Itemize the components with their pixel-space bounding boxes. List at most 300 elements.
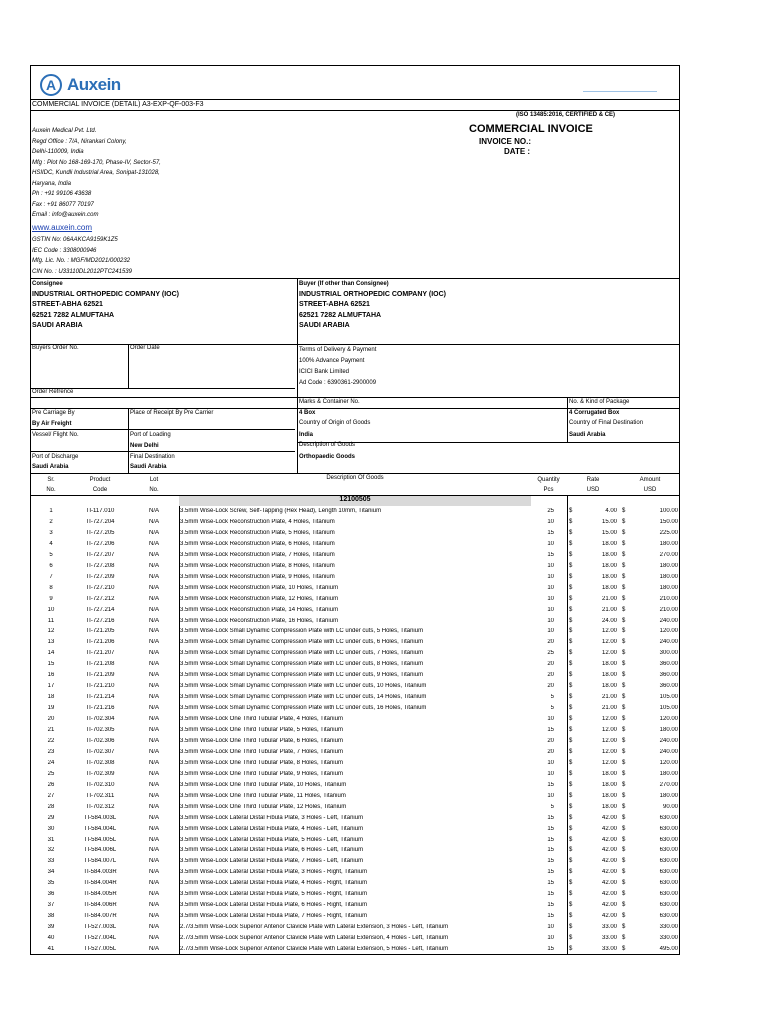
- row-lot: N/A: [148, 540, 159, 547]
- order-date-label: Order Date: [130, 345, 160, 351]
- row-lot: N/A: [148, 902, 159, 909]
- amount-currency-symbol: $: [622, 639, 626, 646]
- row-lot: N/A: [148, 529, 159, 536]
- row-lot: N/A: [148, 595, 159, 602]
- buyer-line: INDUSTRIAL ORTHOPEDIC COMPANY (IOC): [299, 290, 447, 298]
- rate-currency-symbol: $: [569, 737, 573, 744]
- row-rate: 42.00: [601, 825, 617, 832]
- rate-currency-symbol: $: [569, 858, 573, 865]
- row-product-code: TI-727.205: [85, 529, 115, 536]
- marks-label: Marks & Container No.: [299, 399, 360, 405]
- row-quantity: 15: [547, 836, 554, 843]
- row-rate: 18.00: [601, 540, 617, 547]
- row-quantity: 20: [547, 661, 554, 668]
- row-amount: 180.00: [659, 792, 678, 799]
- row-product-code: TI-584.007L: [83, 858, 117, 865]
- row-sr: 26: [47, 781, 55, 788]
- buyers-order-no-label: Buyers Order No.: [32, 345, 79, 351]
- seller-line: HSIIDC, Kundli Industrial Area, Sonipat-131028,: [32, 170, 160, 176]
- row-lot: N/A: [148, 672, 159, 679]
- table-row: [31, 770, 681, 781]
- row-sr: 12: [47, 628, 55, 635]
- row-amount: 240.00: [659, 639, 678, 646]
- seller-line: Delhi-110009, India: [32, 149, 84, 155]
- row-quantity: 15: [547, 727, 554, 733]
- row-lot: N/A: [148, 573, 159, 580]
- row-description: 3.5mm Wise-Lock Reconstruction Plate, 14 Holes, Titanium: [180, 606, 339, 613]
- row-sr: 21: [47, 727, 55, 733]
- row-lot: N/A: [148, 825, 159, 832]
- row-lot: N/A: [148, 847, 159, 854]
- row-product-code: TI-727.208: [85, 562, 115, 569]
- row-description: 3.5mm Wise-Lock Screw, Self-Tapping (Hex Head), Length 10mm, Titanium: [180, 508, 382, 514]
- row-quantity: 15: [547, 891, 554, 898]
- row-amount: 225.00: [659, 529, 678, 536]
- row-description: 3.5mm Wise-Lock One Third Tubular Plate, 10 Holes, Titanium: [180, 781, 347, 788]
- invoice-title: COMMERCIAL INVOICE: [469, 123, 593, 135]
- row-quantity: 15: [547, 551, 554, 558]
- row-rate: 18.00: [601, 584, 617, 591]
- table-row: [31, 912, 681, 923]
- row-rate: 12.00: [601, 759, 617, 766]
- consignee-line: 62521 7282 ALMUFTAHA: [32, 311, 115, 319]
- row-rate: 33.00: [601, 935, 617, 942]
- row-amount: 240.00: [659, 748, 678, 755]
- row-sr: 16: [47, 672, 55, 679]
- table-row: [31, 825, 681, 836]
- amount-currency-symbol: $: [622, 694, 626, 701]
- row-rate: 21.00: [601, 595, 617, 602]
- rate-currency-symbol: $: [569, 628, 573, 635]
- rate-currency-symbol: $: [569, 924, 573, 931]
- row-product-code: TI-727.210: [85, 584, 115, 591]
- amount-currency-symbol: $: [622, 518, 626, 525]
- row-quantity: 20: [547, 737, 554, 744]
- row-product-code: TI-727.216: [85, 617, 115, 624]
- rate-currency-symbol: $: [569, 770, 573, 777]
- table-row: [31, 551, 681, 562]
- row-description: 3.5mm Wise-Lock Small Dynamic Compression Plate with LC under cuts, 16 Holes, Titanium: [180, 705, 427, 712]
- row-description: 3.5mm Wise-Lock Reconstruction Plate, 12 Holes, Titanium: [180, 595, 339, 602]
- row-lot: N/A: [148, 803, 159, 810]
- row-description: 2.7/3.5mm Wise-Lock Superior Anterior Clavicle Plate with Lateral Extension, 5 Holes - Left, Titanium: [180, 946, 449, 952]
- row-quantity: 15: [547, 880, 554, 887]
- col-rate: Rate USD: [586, 477, 600, 493]
- rate-currency-symbol: $: [569, 946, 573, 952]
- table-row: [31, 792, 681, 803]
- row-quantity: 20: [547, 748, 554, 755]
- table-row: [31, 573, 681, 584]
- row-quantity: 25: [547, 650, 554, 657]
- row-rate: 18.00: [601, 551, 617, 558]
- row-description: 3.5mm Wise-Lock Reconstruction Plate, 8 Holes, Titanium: [180, 562, 335, 569]
- buyer-label: Buyer (If other than Consignee): [299, 281, 389, 287]
- rate-currency-symbol: $: [569, 825, 573, 832]
- terms-block: [299, 345, 376, 389]
- website-link[interactable]: www.auxein.com: [32, 223, 93, 232]
- buyer-block: [299, 279, 446, 332]
- row-amount: 330.00: [659, 935, 678, 942]
- row-description: 3.5mm Wise-Lock One Third Tubular Plate, 9 Holes, Titanium: [180, 770, 343, 777]
- row-lot: N/A: [148, 836, 159, 843]
- row-amount: 120.00: [659, 716, 678, 723]
- commercial-invoice-sheet: [30, 65, 680, 955]
- seller-id-line: IEC Code : 3308000946: [32, 247, 97, 254]
- row-amount: 630.00: [659, 847, 678, 854]
- rate-currency-symbol: $: [569, 606, 573, 613]
- row-rate: 18.00: [601, 792, 617, 799]
- row-description: 3.5mm Wise-Lock Lateral Distal Fibula Plate, 3 Holes - Left, Titanium: [180, 814, 364, 821]
- row-lot: N/A: [148, 913, 159, 920]
- row-product-code: TI-702.312: [85, 803, 115, 810]
- table-row: [31, 901, 681, 912]
- row-amount: 105.00: [659, 705, 678, 712]
- row-lot: N/A: [148, 935, 159, 942]
- rate-currency-symbol: $: [569, 639, 573, 646]
- row-quantity: 15: [547, 847, 554, 854]
- row-amount: 360.00: [659, 683, 678, 690]
- amount-currency-symbol: $: [622, 727, 626, 733]
- row-sr: 28: [47, 803, 55, 810]
- row-lot: N/A: [148, 814, 159, 821]
- row-rate: 18.00: [601, 672, 617, 679]
- row-rate: 4.00: [605, 508, 617, 514]
- row-lot: N/A: [148, 562, 159, 569]
- order-reference-label: Order Refrence: [32, 389, 74, 395]
- row-quantity: 15: [547, 814, 554, 821]
- rate-currency-symbol: $: [569, 847, 573, 854]
- rate-currency-symbol: $: [569, 595, 573, 602]
- amount-currency-symbol: $: [622, 770, 626, 777]
- row-product-code: TI-727.204: [85, 518, 115, 525]
- row-description: 3.5mm Wise-Lock Small Dynamic Compression Plate with LC under cuts, 6 Holes, Titanium: [180, 639, 424, 646]
- row-product-code: TI-702.307: [85, 748, 115, 755]
- row-sr: 34: [47, 869, 55, 876]
- seller-line: Ph : +91 99106 43638: [32, 191, 92, 197]
- country-origin-value: India: [299, 432, 314, 438]
- rate-currency-symbol: $: [569, 781, 573, 788]
- rate-currency-symbol: $: [569, 617, 573, 624]
- row-sr: 24: [47, 759, 55, 766]
- row-lot: N/A: [148, 924, 159, 931]
- table-row: [31, 923, 681, 934]
- row-sr: 3: [49, 529, 53, 536]
- row-sr: 15: [47, 661, 55, 668]
- row-amount: 630.00: [659, 869, 678, 876]
- row-description: 3.5mm Wise-Lock Lateral Distal Fibula Plate, 7 Holes - Right, Titanium: [180, 913, 368, 920]
- table-row: [31, 759, 681, 770]
- amount-currency-symbol: $: [622, 847, 626, 854]
- row-description: 3.5mm Wise-Lock Lateral Distal Fibula Plate, 4 Holes - Left, Titanium: [180, 825, 364, 832]
- row-rate: 42.00: [601, 869, 617, 876]
- row-lot: N/A: [148, 705, 159, 712]
- rate-currency-symbol: $: [569, 869, 573, 876]
- row-lot: N/A: [148, 727, 159, 733]
- table-row: [31, 682, 681, 693]
- table-row: [31, 507, 681, 518]
- row-lot: N/A: [148, 584, 159, 591]
- logo-text: Auxein: [67, 75, 121, 94]
- row-lot: N/A: [148, 683, 159, 690]
- row-rate: 42.00: [601, 847, 617, 854]
- row-quantity: 10: [547, 562, 554, 569]
- row-rate: 15.00: [601, 529, 617, 536]
- row-description: 3.5mm Wise-Lock Reconstruction Plate, 6 Holes, Titanium: [180, 540, 335, 547]
- row-product-code: TI-721.209: [85, 672, 115, 679]
- amount-currency-symbol: $: [622, 935, 626, 942]
- amount-currency-symbol: $: [622, 946, 626, 952]
- row-sr: 1: [49, 508, 53, 514]
- amount-currency-symbol: $: [622, 880, 626, 887]
- row-sr: 39: [47, 924, 55, 931]
- table-row: [31, 748, 681, 759]
- row-lot: N/A: [148, 650, 159, 657]
- row-amount: 630.00: [659, 891, 678, 898]
- row-quantity: 15: [547, 781, 554, 788]
- row-amount: 630.00: [659, 814, 678, 821]
- pre-carriage-value: By Air Freight: [32, 421, 72, 427]
- row-sr: 11: [47, 617, 55, 624]
- row-lot: N/A: [148, 792, 159, 799]
- row-quantity: 15: [547, 902, 554, 909]
- row-lot: N/A: [148, 551, 159, 558]
- final-destination-value: Saudi Arabia: [130, 464, 167, 470]
- row-rate: 18.00: [601, 562, 617, 569]
- row-rate: 12.00: [601, 639, 617, 646]
- desc-goods-label: Description of Goods: [299, 442, 356, 448]
- amount-currency-symbol: $: [622, 781, 626, 788]
- terms-line: ICICI Bank Limited: [299, 369, 350, 375]
- row-sr: 32: [47, 847, 55, 854]
- buyer-line: STREET-ABHA 62521: [299, 301, 370, 308]
- row-description: 3.5mm Wise-Lock Lateral Distal Fibula Plate, 5 Holes - Right, Titanium: [180, 891, 368, 898]
- row-amount: 180.00: [659, 727, 678, 733]
- row-quantity: 10: [547, 935, 554, 942]
- row-amount: 180.00: [659, 562, 678, 569]
- row-lot: N/A: [148, 661, 159, 668]
- rate-currency-symbol: $: [569, 814, 573, 821]
- rate-currency-symbol: $: [569, 913, 573, 920]
- final-destination-label: Final Destination: [130, 454, 175, 460]
- row-rate: 12.00: [601, 737, 617, 744]
- row-sr: 41: [47, 946, 55, 952]
- kind-package-label: No. & Kind of Package: [569, 399, 630, 405]
- row-amount: 240.00: [659, 737, 678, 744]
- row-amount: 210.00: [659, 606, 678, 613]
- table-row: [31, 737, 681, 748]
- row-sr: 10: [47, 606, 55, 613]
- rate-currency-symbol: $: [569, 716, 573, 723]
- row-quantity: 20: [547, 639, 554, 646]
- table-row: [31, 671, 681, 682]
- row-amount: 630.00: [659, 836, 678, 843]
- table-row: [31, 562, 681, 573]
- row-quantity: 10: [547, 792, 554, 799]
- row-amount: 180.00: [659, 573, 678, 580]
- row-amount: 630.00: [659, 825, 678, 832]
- row-sr: 7: [49, 573, 53, 580]
- seller-address: [32, 126, 161, 221]
- row-description: 3.5mm Wise-Lock One Third Tubular Plate, 5 Holes, Titanium: [180, 727, 343, 733]
- row-sr: 29: [47, 814, 55, 821]
- table-row: [31, 529, 681, 540]
- row-rate: 42.00: [601, 902, 617, 909]
- row-product-code: TI-584.005L: [83, 836, 117, 843]
- logo-mark-icon: A: [40, 74, 62, 96]
- row-sr: 8: [49, 584, 53, 591]
- row-product-code: TI-702.306: [85, 737, 115, 744]
- row-description: 3.5mm Wise-Lock Reconstruction Plate, 9 Holes, Titanium: [180, 573, 335, 580]
- row-product-code: TI-702.308: [85, 759, 115, 766]
- row-sr: 40: [47, 935, 55, 942]
- row-quantity: 20: [547, 672, 554, 679]
- row-description: 3.5mm Wise-Lock Lateral Distal Fibula Plate, 6 Holes - Right, Titanium: [180, 902, 368, 909]
- row-amount: 360.00: [659, 672, 678, 679]
- table-row: [31, 518, 681, 529]
- rate-currency-symbol: $: [569, 529, 573, 536]
- row-rate: 18.00: [601, 803, 617, 810]
- row-product-code: TI-117.010: [85, 508, 115, 514]
- seller-line: Fax : +91 86077 70197: [32, 201, 94, 208]
- row-amount: 180.00: [659, 770, 678, 777]
- row-product-code: TI-702.304: [85, 716, 115, 723]
- row-lot: N/A: [148, 770, 159, 777]
- rate-currency-symbol: $: [569, 902, 573, 909]
- row-lot: N/A: [148, 737, 159, 744]
- row-amount: 150.00: [659, 518, 678, 525]
- row-description: 3.5mm Wise-Lock One Third Tubular Plate, 8 Holes, Titanium: [180, 759, 343, 766]
- port-discharge-label: Port of Discharge: [32, 454, 79, 460]
- table-row: [31, 617, 681, 628]
- seller-id-line: GSTIN No: 06AAKCA9159K1Z5: [32, 237, 118, 243]
- row-sr: 35: [47, 880, 55, 887]
- row-product-code: TI-527.004L: [83, 935, 117, 942]
- table-row: [31, 584, 681, 595]
- row-amount: 360.00: [659, 661, 678, 668]
- row-lot: N/A: [148, 858, 159, 865]
- row-amount: 630.00: [659, 913, 678, 920]
- amount-currency-symbol: $: [622, 759, 626, 766]
- amount-currency-symbol: $: [622, 573, 626, 580]
- row-amount: 270.00: [659, 551, 678, 558]
- row-rate: 42.00: [601, 814, 617, 821]
- row-lot: N/A: [148, 869, 159, 876]
- rate-currency-symbol: $: [569, 891, 573, 898]
- row-product-code: TI-702.305: [85, 727, 115, 733]
- rate-currency-symbol: $: [569, 508, 573, 514]
- row-quantity: 10: [547, 540, 554, 547]
- consignee-label: Consignee: [32, 281, 63, 287]
- row-lot: N/A: [148, 508, 159, 514]
- row-amount: 630.00: [659, 902, 678, 909]
- row-product-code: TI-584.007R: [83, 913, 117, 920]
- invoice-no-label: INVOICE NO.:: [479, 137, 532, 146]
- row-quantity: 10: [547, 617, 554, 624]
- amount-currency-symbol: $: [622, 508, 626, 514]
- row-sr: 4: [49, 540, 53, 547]
- row-lot: N/A: [148, 518, 159, 525]
- consignee-line: INDUSTRIAL ORTHOPEDIC COMPANY (IOC): [32, 290, 180, 298]
- place-receipt-label: Place of Receipt By Pre Carrier: [130, 410, 214, 416]
- row-lot: N/A: [148, 606, 159, 613]
- row-quantity: 5: [550, 705, 554, 712]
- table-row: [31, 879, 681, 890]
- row-sr: 23: [47, 748, 55, 755]
- rate-currency-symbol: $: [569, 683, 573, 690]
- amount-currency-symbol: $: [622, 869, 626, 876]
- table-row: [31, 606, 681, 617]
- row-lot: N/A: [148, 781, 159, 788]
- row-description: 3.5mm Wise-Lock Lateral Distal Fibula Plate, 5 Holes - Left, Titanium: [180, 836, 364, 843]
- rate-currency-symbol: $: [569, 551, 573, 558]
- table-row: [31, 595, 681, 606]
- amount-currency-symbol: $: [622, 737, 626, 744]
- row-product-code: TI-702.309: [85, 770, 115, 777]
- row-description: 3.5mm Wise-Lock Reconstruction Plate, 5 Holes, Titanium: [180, 529, 335, 536]
- row-description: 3.5mm Wise-Lock Small Dynamic Compression Plate with LC under cuts, 7 Holes, Titanium: [180, 650, 424, 657]
- amount-currency-symbol: $: [622, 650, 626, 657]
- amount-currency-symbol: $: [622, 584, 626, 591]
- row-product-code: TI-527.003L: [83, 924, 117, 931]
- row-lot: N/A: [148, 759, 159, 766]
- row-sr: 6: [49, 562, 53, 569]
- table-row: [31, 890, 681, 901]
- buyer-line: 62521 7282 ALMUFTAHA: [299, 311, 382, 319]
- row-description: 3.5mm Wise-Lock One Third Tubular Plate, 11 Holes, Titanium: [180, 792, 346, 799]
- amount-currency-symbol: $: [622, 683, 626, 690]
- amount-currency-symbol: $: [622, 716, 626, 723]
- row-amount: 300.00: [659, 650, 678, 657]
- row-quantity: 20: [547, 683, 554, 690]
- row-sr: 14: [47, 650, 55, 657]
- rate-currency-symbol: $: [569, 803, 573, 810]
- row-product-code: TI-527.005L: [83, 946, 117, 952]
- amount-currency-symbol: $: [622, 661, 626, 668]
- col-quantity: Quantity Pcs: [537, 477, 560, 493]
- row-product-code: TI-721.210: [85, 683, 115, 690]
- table-row: [31, 846, 681, 857]
- rate-currency-symbol: $: [569, 748, 573, 755]
- row-quantity: 15: [547, 825, 554, 832]
- amount-currency-symbol: $: [622, 836, 626, 843]
- row-product-code: TI-584.006R: [83, 902, 117, 909]
- row-description: 3.5mm Wise-Lock One Third Tubular Plate, 4 Holes, Titanium: [180, 716, 343, 723]
- row-product-code: TI-727.206: [85, 540, 115, 547]
- row-amount: 630.00: [659, 858, 678, 865]
- table-row: [31, 934, 681, 945]
- row-sr: 38: [47, 913, 55, 920]
- seller-line: Auxein Medical Pvt. Ltd.: [32, 128, 97, 134]
- table-row: [31, 781, 681, 792]
- row-lot: N/A: [148, 639, 159, 646]
- rate-currency-symbol: $: [569, 518, 573, 525]
- pre-carriage-label: Pre Carriage By: [32, 410, 75, 416]
- amount-currency-symbol: $: [622, 540, 626, 547]
- row-lot: N/A: [148, 628, 159, 635]
- row-amount: 90.00: [662, 803, 678, 810]
- row-quantity: 15: [547, 858, 554, 865]
- rate-currency-symbol: $: [569, 540, 573, 547]
- row-product-code: TI-721.208: [85, 661, 115, 668]
- row-product-code: TI-584.005R: [83, 891, 117, 898]
- row-rate: 18.00: [601, 781, 617, 788]
- amount-currency-symbol: $: [622, 551, 626, 558]
- row-rate: 12.00: [601, 716, 617, 723]
- rate-currency-symbol: $: [569, 573, 573, 580]
- row-product-code: TI-584.004R: [83, 880, 117, 887]
- table-row: [31, 660, 681, 671]
- rate-currency-symbol: $: [569, 705, 573, 712]
